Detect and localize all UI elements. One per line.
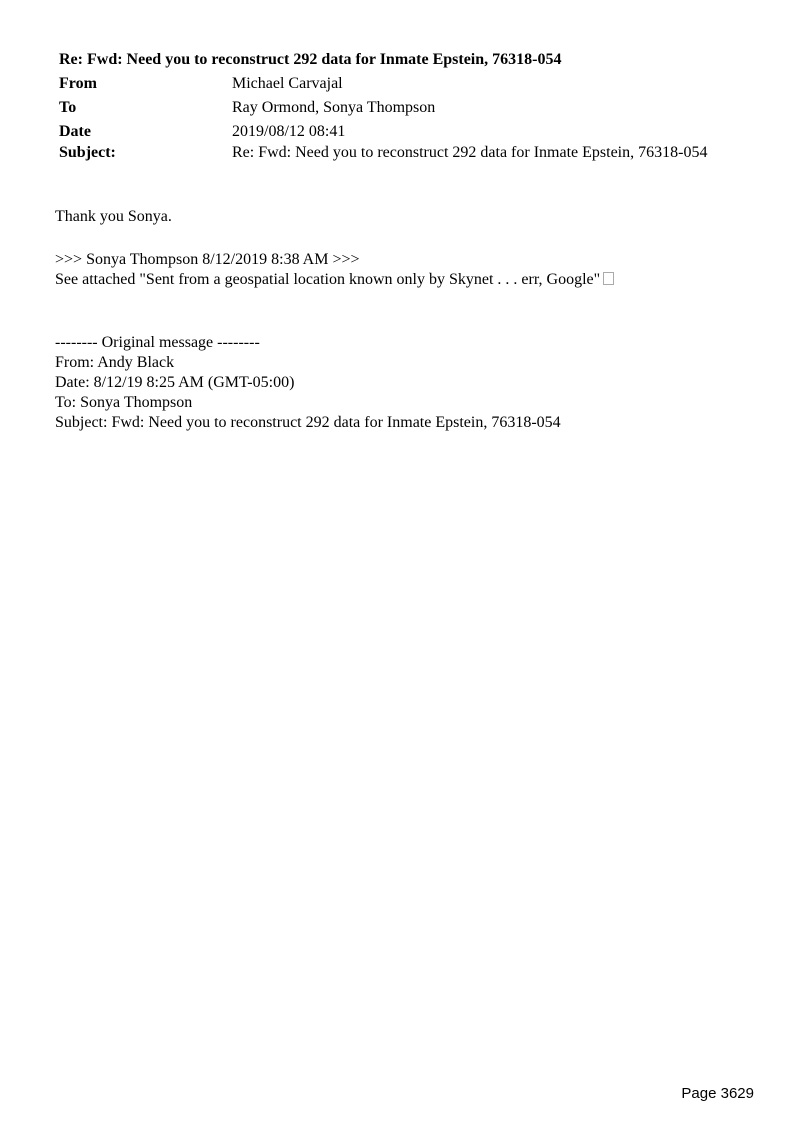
original-to: To: Sonya Thompson [55, 394, 193, 411]
to-row [59, 98, 759, 117]
subject-value: Re: Fwd: Need you to reconstruct 292 data for Inmate Epstein, 76318-054 [232, 144, 708, 161]
date-row [59, 122, 759, 141]
greeting-block [55, 207, 755, 227]
original-date: Date: 8/12/19 8:25 AM (GMT-05:00) [55, 374, 295, 391]
quoted-reply [55, 250, 755, 290]
quote-text: See attached "Sent from a geospatial location known only by Skynet . . . err, Google" [55, 271, 601, 288]
from-label: From [59, 75, 97, 92]
to-value: Ray Ormond, Sonya Thompson [232, 99, 436, 116]
missing-glyph-box-icon [603, 272, 614, 285]
from-row [59, 74, 759, 93]
original-subject: Subject: Fwd: Need you to reconstruct 292 data for Inmate Epstein, 76318-054 [55, 414, 561, 431]
email-title: Re: Fwd: Need you to reconstruct 292 data for Inmate Epstein, 76318-054 [59, 51, 562, 68]
subject-label: Subject: [59, 144, 116, 161]
original-from: From: Andy Black [55, 354, 175, 371]
quote-line [55, 270, 755, 290]
original-divider: -------- Original message -------- [55, 334, 260, 351]
page-number: Page 3629 [681, 1085, 754, 1102]
date-value: 2019/08/12 08:41 [232, 123, 346, 140]
email-header [59, 50, 759, 162]
original-message [55, 333, 755, 433]
date-label: Date [59, 123, 91, 140]
from-value: Michael Carvajal [232, 75, 343, 92]
quote-header: >>> Sonya Thompson 8/12/2019 8:38 AM >>> [55, 251, 360, 268]
subject-row [59, 143, 759, 162]
to-label: To [59, 99, 77, 116]
greeting-text: Thank you Sonya. [55, 208, 172, 225]
